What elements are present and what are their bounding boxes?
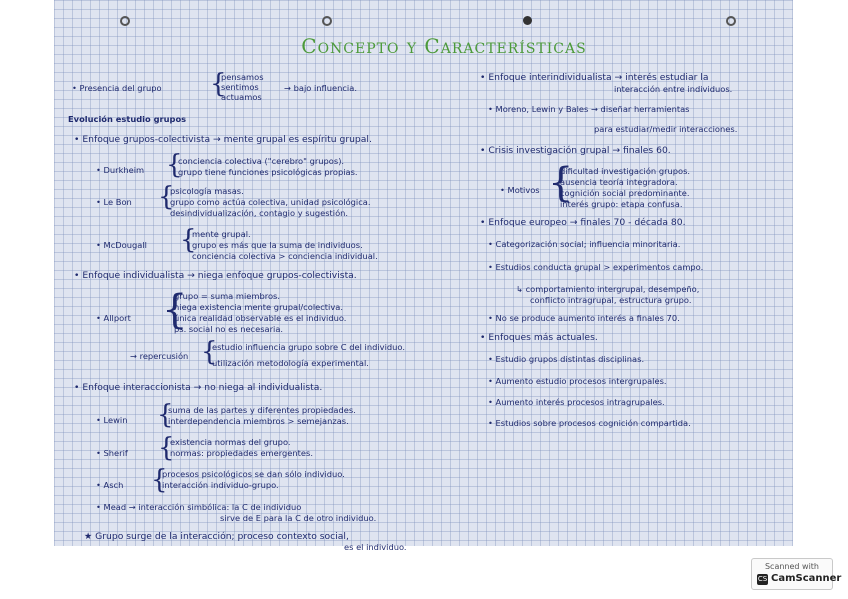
note-line: • Aumento estudio procesos intergrupales.	[488, 376, 667, 386]
note-line: grupo es más que la suma de individuos.	[192, 240, 363, 250]
brace: {	[180, 225, 197, 255]
brace: {	[548, 160, 574, 206]
note-line: conflicto intragrupal, estructura grupo.	[530, 295, 692, 305]
note-line: • No se produce aumento interés a finales 70.	[488, 313, 680, 323]
note-line: única realidad observable es el individuo.	[174, 313, 347, 323]
note-line: → repercusión	[130, 351, 189, 361]
camscanner-logo-icon: CS	[757, 575, 768, 583]
note-line: dificultad investigación grupos.	[560, 166, 691, 176]
brace: {	[166, 150, 183, 180]
note-line: • Allport	[96, 313, 131, 323]
brace: {	[210, 69, 227, 99]
note-line: suma de las partes y diferentes propiedades.	[168, 405, 356, 415]
note-line: • Enfoque europeo → finales 70 - década 80.	[480, 217, 686, 228]
note-line: • Asch	[96, 480, 124, 490]
note-line: • Motivos	[500, 185, 540, 195]
scanned-with-label: Scanned with	[764, 562, 820, 571]
note-line: grupo tiene funciones psicológicas propias.	[178, 167, 358, 177]
note-line: cognición social predominante.	[560, 188, 690, 198]
note-line: grupo = suma miembros.	[174, 291, 280, 301]
note-line: • Enfoque interaccionista → no niega al individualista.	[74, 382, 323, 393]
note-line: • Crisis investigación grupal → finales 60.	[480, 145, 671, 156]
note-line: • Le Bon	[96, 197, 132, 207]
binder-hole-icon	[726, 16, 736, 26]
section-heading: Evolución estudio grupos	[68, 114, 187, 124]
note-line: interacción individuo-grupo.	[162, 480, 279, 490]
page-title: Concepto y Características	[301, 34, 587, 58]
note-line: • Moreno, Lewin y Bales → diseñar herramientas	[488, 104, 690, 114]
note-line: niega existencia mente grupal/colectiva.	[174, 302, 343, 312]
note-line: ★ Grupo surge de la interacción; proceso contexto social,	[84, 531, 349, 542]
note-line: • Estudio grupos distintas disciplinas.	[488, 354, 645, 364]
note-line: ausencia teoría integradora.	[560, 177, 678, 187]
note-line: • Estudios sobre procesos cognición compartida.	[488, 418, 691, 428]
note-line: existencia normas del grupo.	[170, 437, 291, 447]
note-line: • Enfoques más actuales.	[480, 332, 598, 343]
binder-hole-icon	[322, 16, 332, 26]
camscanner-app-name: CamScanner	[771, 573, 842, 584]
note-line: • Aumento interés procesos intragrupales.	[488, 397, 665, 407]
brace: {	[151, 465, 168, 495]
note-line: procesos psicológicos se dan sólo individuo.	[162, 469, 345, 479]
brace: {	[158, 182, 175, 212]
note-line: conciencia colectiva > conciencia individual.	[192, 251, 378, 261]
note-line: • Mead → interacción simbólica: la C de individuo	[96, 502, 302, 512]
note-line: • Lewin	[96, 415, 128, 425]
note-line: actuamos	[221, 92, 262, 102]
note-line: → bajo influencia.	[284, 83, 357, 93]
note-line: interdependencia miembros > semejanzas.	[168, 416, 349, 426]
note-line: • Durkheim	[96, 165, 145, 175]
brace: {	[162, 287, 188, 333]
note-line: es el individuo.	[344, 542, 407, 552]
note-line: sirve de E para la C de otro individuo.	[220, 513, 377, 523]
note-line: • Estudios conducta grupal > experimentos campo.	[488, 262, 704, 272]
note-line: pensamos	[221, 72, 264, 82]
note-line: ↳ comportamiento intergrupal, desempeño,	[516, 284, 700, 294]
note-line: utilización metodología experimental.	[212, 358, 369, 368]
note-line: normas: propiedades emergentes.	[170, 448, 313, 458]
note-line: conciencia colectiva ("cerebro" grupos).	[178, 156, 345, 166]
note-line: ps. social no es necesaria.	[174, 324, 284, 334]
note-line: • Enfoque grupos-colectivista → mente grupal es espíritu grupal.	[74, 134, 372, 145]
note-line: • Enfoque individualista → niega enfoque grupos-colectivista.	[74, 270, 357, 281]
binder-hole-icon	[120, 16, 130, 26]
note-line: • Categorización social; influencia minoritaria.	[488, 239, 681, 249]
note-line: estudio influencia grupo sobre C del individuo.	[212, 342, 405, 352]
note-line: psicología masas.	[170, 186, 244, 196]
note-line: • Sherif	[96, 448, 128, 458]
note-line: • Enfoque interindividualista → interés estudiar la	[480, 72, 709, 83]
binder-hole-icon	[523, 16, 532, 25]
brace: {	[158, 433, 175, 463]
note-line: mente grupal.	[192, 229, 251, 239]
note-line: • McDougall	[96, 240, 147, 250]
note-line: grupo como actúa colectiva, unidad psicológica.	[170, 197, 371, 207]
note-line: • Presencia del grupo	[72, 83, 162, 93]
camscanner-watermark	[751, 558, 842, 590]
brace: {	[201, 337, 218, 367]
note-line: desindividualización, contagio y sugestión.	[170, 208, 349, 218]
note-line: sentimos	[221, 82, 259, 92]
brace: {	[157, 400, 174, 430]
note-line: para estudiar/medir interacciones.	[594, 124, 738, 134]
note-line: interés grupo: etapa confusa.	[560, 199, 683, 209]
notebook-page	[54, 0, 793, 552]
note-line: interacción entre individuos.	[614, 84, 733, 94]
